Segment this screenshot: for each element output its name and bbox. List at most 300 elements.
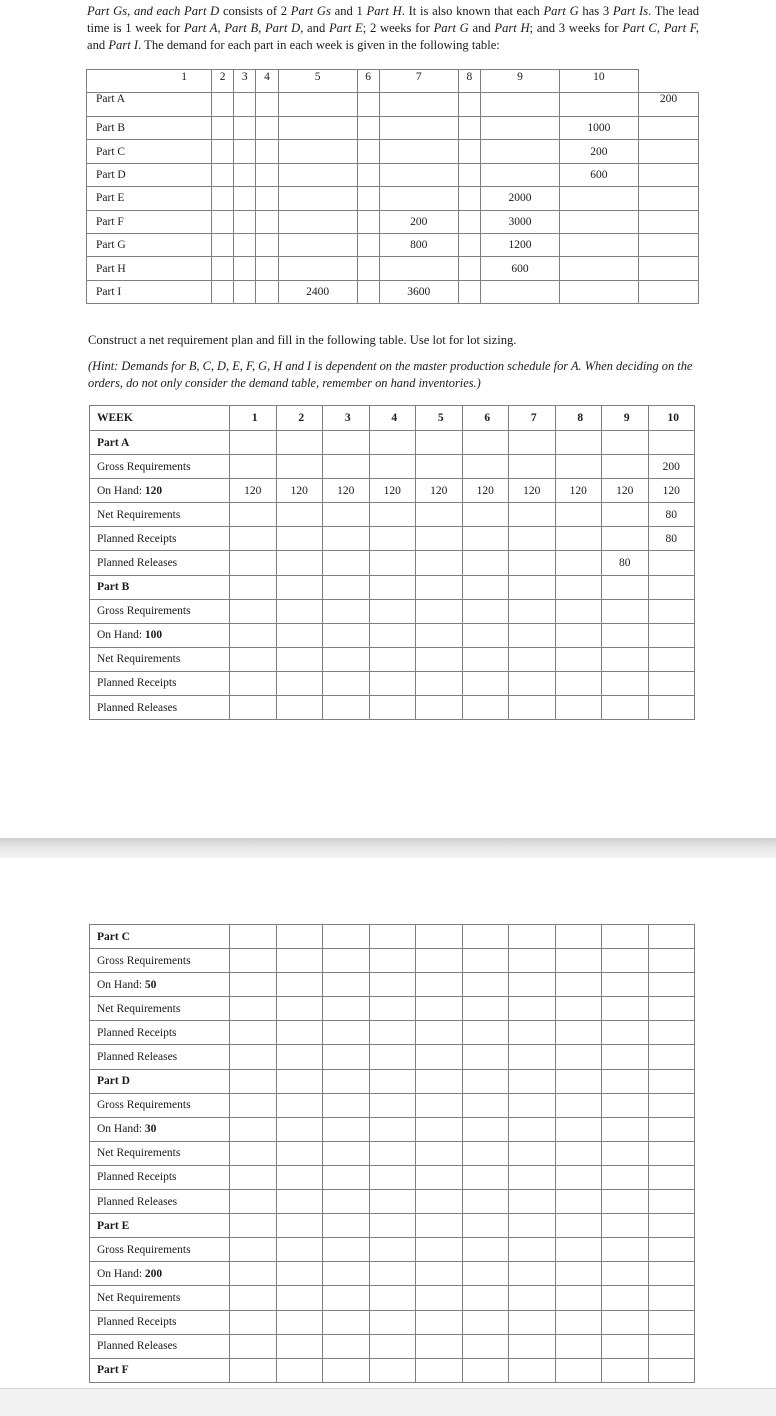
plan-cell[interactable] xyxy=(648,696,695,720)
plan-cell[interactable] xyxy=(555,1069,602,1093)
plan-cell[interactable] xyxy=(648,551,695,575)
plan-cell[interactable] xyxy=(602,1165,649,1189)
plan-cell[interactable] xyxy=(230,1021,277,1045)
plan-cell[interactable] xyxy=(509,599,556,623)
plan-cell[interactable] xyxy=(509,1262,556,1286)
plan-cell[interactable] xyxy=(602,527,649,551)
plan-cell[interactable] xyxy=(230,1286,277,1310)
plan-cell[interactable] xyxy=(648,1021,695,1045)
plan-cell[interactable] xyxy=(648,1165,695,1189)
plan-cell[interactable] xyxy=(462,647,509,671)
plan-cell[interactable] xyxy=(230,997,277,1021)
plan-cell[interactable] xyxy=(648,671,695,695)
plan-cell[interactable] xyxy=(648,949,695,973)
plan-cell[interactable] xyxy=(555,997,602,1021)
plan-cell[interactable] xyxy=(648,1358,695,1382)
plan-cell[interactable] xyxy=(462,1286,509,1310)
plan-cell[interactable] xyxy=(369,925,416,949)
plan-cell[interactable]: 120 xyxy=(369,479,416,503)
plan-cell[interactable] xyxy=(230,575,277,599)
plan-cell[interactable] xyxy=(555,1310,602,1334)
plan-cell[interactable] xyxy=(555,431,602,455)
plan-cell[interactable] xyxy=(276,1165,323,1189)
plan-cell[interactable] xyxy=(509,1141,556,1165)
plan-cell[interactable] xyxy=(648,1286,695,1310)
plan-cell[interactable] xyxy=(416,599,463,623)
plan-cell[interactable] xyxy=(602,455,649,479)
plan-cell[interactable] xyxy=(416,696,463,720)
plan-cell[interactable] xyxy=(230,973,277,997)
plan-cell[interactable] xyxy=(276,1069,323,1093)
plan-cell[interactable] xyxy=(276,647,323,671)
plan-cell[interactable] xyxy=(323,1117,370,1141)
plan-cell[interactable] xyxy=(555,1021,602,1045)
plan-cell[interactable] xyxy=(509,647,556,671)
plan-cell[interactable] xyxy=(648,1214,695,1238)
plan-cell[interactable] xyxy=(462,1069,509,1093)
plan-cell[interactable] xyxy=(369,1238,416,1262)
plan-cell[interactable] xyxy=(555,503,602,527)
plan-cell[interactable] xyxy=(555,1334,602,1358)
plan-cell[interactable] xyxy=(462,1117,509,1141)
plan-cell[interactable] xyxy=(369,1358,416,1382)
plan-cell[interactable] xyxy=(416,1334,463,1358)
plan-cell[interactable] xyxy=(462,503,509,527)
plan-cell[interactable] xyxy=(648,973,695,997)
plan-cell[interactable] xyxy=(555,1358,602,1382)
plan-cell[interactable] xyxy=(555,1141,602,1165)
plan-cell[interactable] xyxy=(602,997,649,1021)
plan-cell[interactable] xyxy=(369,1093,416,1117)
plan-cell[interactable] xyxy=(602,671,649,695)
plan-cell[interactable] xyxy=(276,527,323,551)
plan-cell[interactable] xyxy=(648,1093,695,1117)
plan-cell[interactable] xyxy=(323,1334,370,1358)
plan-cell[interactable] xyxy=(230,949,277,973)
plan-cell[interactable] xyxy=(602,696,649,720)
plan-cell[interactable] xyxy=(323,1286,370,1310)
plan-cell[interactable] xyxy=(602,1286,649,1310)
plan-cell[interactable] xyxy=(276,973,323,997)
plan-cell[interactable] xyxy=(509,503,556,527)
plan-cell[interactable] xyxy=(648,1262,695,1286)
plan-cell[interactable] xyxy=(230,1069,277,1093)
plan-cell[interactable] xyxy=(602,925,649,949)
plan-cell[interactable] xyxy=(416,973,463,997)
plan-cell[interactable] xyxy=(648,575,695,599)
plan-cell[interactable] xyxy=(509,1214,556,1238)
plan-cell[interactable] xyxy=(602,973,649,997)
plan-cell[interactable] xyxy=(230,1334,277,1358)
plan-cell[interactable] xyxy=(555,1045,602,1069)
plan-cell[interactable] xyxy=(323,973,370,997)
plan-cell[interactable] xyxy=(369,997,416,1021)
plan-cell[interactable] xyxy=(648,997,695,1021)
plan-cell[interactable] xyxy=(602,1214,649,1238)
plan-cell[interactable] xyxy=(648,647,695,671)
plan-cell[interactable] xyxy=(276,455,323,479)
plan-cell[interactable] xyxy=(555,551,602,575)
plan-cell[interactable] xyxy=(555,575,602,599)
plan-cell[interactable] xyxy=(323,925,370,949)
plan-cell[interactable] xyxy=(230,1262,277,1286)
plan-cell[interactable] xyxy=(276,623,323,647)
plan-cell[interactable] xyxy=(230,1117,277,1141)
plan-cell[interactable] xyxy=(416,1214,463,1238)
plan-cell[interactable] xyxy=(369,1117,416,1141)
plan-cell[interactable] xyxy=(462,575,509,599)
plan-cell[interactable] xyxy=(276,575,323,599)
plan-cell[interactable] xyxy=(416,1165,463,1189)
plan-cell[interactable] xyxy=(509,1069,556,1093)
plan-cell[interactable] xyxy=(462,1165,509,1189)
plan-cell[interactable] xyxy=(230,431,277,455)
plan-cell[interactable] xyxy=(509,1238,556,1262)
plan-cell[interactable] xyxy=(509,623,556,647)
plan-cell[interactable]: 120 xyxy=(648,479,695,503)
plan-cell[interactable]: 80 xyxy=(602,551,649,575)
plan-cell[interactable] xyxy=(323,1190,370,1214)
plan-cell[interactable] xyxy=(230,1165,277,1189)
plan-cell[interactable] xyxy=(230,1214,277,1238)
plan-cell[interactable] xyxy=(276,1214,323,1238)
plan-cell[interactable] xyxy=(602,1310,649,1334)
plan-cell[interactable] xyxy=(602,623,649,647)
plan-cell[interactable] xyxy=(602,575,649,599)
plan-cell[interactable] xyxy=(369,551,416,575)
plan-cell[interactable] xyxy=(276,431,323,455)
plan-cell[interactable] xyxy=(230,623,277,647)
plan-cell[interactable] xyxy=(462,1214,509,1238)
plan-cell[interactable] xyxy=(602,647,649,671)
plan-cell[interactable] xyxy=(230,1190,277,1214)
plan-cell[interactable] xyxy=(555,1238,602,1262)
plan-cell[interactable] xyxy=(648,1141,695,1165)
plan-cell[interactable] xyxy=(230,1310,277,1334)
plan-cell[interactable] xyxy=(555,1117,602,1141)
plan-cell[interactable] xyxy=(462,949,509,973)
plan-cell[interactable] xyxy=(323,671,370,695)
plan-cell[interactable] xyxy=(416,527,463,551)
plan-cell[interactable] xyxy=(323,1262,370,1286)
plan-cell[interactable] xyxy=(602,599,649,623)
plan-cell[interactable] xyxy=(323,1021,370,1045)
plan-cell[interactable] xyxy=(462,1334,509,1358)
plan-cell[interactable] xyxy=(509,671,556,695)
plan-cell[interactable]: 120 xyxy=(602,479,649,503)
plan-cell[interactable] xyxy=(323,599,370,623)
plan-cell[interactable] xyxy=(602,1262,649,1286)
plan-cell[interactable] xyxy=(369,431,416,455)
plan-cell[interactable] xyxy=(509,925,556,949)
plan-cell[interactable] xyxy=(555,671,602,695)
plan-cell[interactable] xyxy=(462,455,509,479)
plan-cell[interactable] xyxy=(230,1358,277,1382)
plan-cell[interactable] xyxy=(416,997,463,1021)
plan-cell[interactable] xyxy=(555,973,602,997)
plan-cell[interactable] xyxy=(369,1141,416,1165)
plan-cell[interactable] xyxy=(462,1358,509,1382)
plan-cell[interactable]: 120 xyxy=(555,479,602,503)
plan-cell[interactable] xyxy=(323,1093,370,1117)
plan-cell[interactable] xyxy=(230,503,277,527)
plan-cell[interactable] xyxy=(555,949,602,973)
plan-cell[interactable] xyxy=(230,551,277,575)
plan-cell[interactable] xyxy=(509,1093,556,1117)
plan-cell[interactable] xyxy=(602,1334,649,1358)
plan-cell[interactable] xyxy=(509,949,556,973)
plan-cell[interactable] xyxy=(416,1021,463,1045)
plan-cell[interactable] xyxy=(276,925,323,949)
plan-cell[interactable] xyxy=(509,1190,556,1214)
plan-cell[interactable] xyxy=(416,1190,463,1214)
plan-cell[interactable] xyxy=(555,455,602,479)
plan-cell[interactable] xyxy=(276,1358,323,1382)
plan-cell[interactable] xyxy=(369,599,416,623)
plan-cell[interactable] xyxy=(230,925,277,949)
plan-cell[interactable] xyxy=(602,1093,649,1117)
plan-cell[interactable] xyxy=(369,973,416,997)
plan-cell[interactable] xyxy=(555,647,602,671)
plan-cell[interactable] xyxy=(509,455,556,479)
plan-cell[interactable] xyxy=(276,1117,323,1141)
plan-cell[interactable] xyxy=(555,1214,602,1238)
plan-cell[interactable] xyxy=(602,1069,649,1093)
plan-cell[interactable] xyxy=(323,431,370,455)
plan-cell[interactable] xyxy=(230,527,277,551)
plan-cell[interactable] xyxy=(462,1310,509,1334)
plan-cell[interactable]: 120 xyxy=(462,479,509,503)
plan-cell[interactable] xyxy=(602,1190,649,1214)
plan-cell[interactable] xyxy=(416,431,463,455)
plan-cell[interactable] xyxy=(648,1045,695,1069)
plan-cell[interactable] xyxy=(416,1286,463,1310)
plan-cell[interactable] xyxy=(369,696,416,720)
plan-cell[interactable] xyxy=(369,1045,416,1069)
plan-cell[interactable] xyxy=(555,623,602,647)
plan-cell[interactable] xyxy=(230,696,277,720)
plan-cell[interactable] xyxy=(416,551,463,575)
plan-cell[interactable] xyxy=(416,647,463,671)
plan-cell[interactable] xyxy=(369,1069,416,1093)
plan-cell[interactable] xyxy=(462,551,509,575)
plan-cell[interactable] xyxy=(323,696,370,720)
plan-cell[interactable] xyxy=(323,455,370,479)
plan-cell[interactable] xyxy=(230,647,277,671)
plan-cell[interactable] xyxy=(555,1190,602,1214)
plan-cell[interactable] xyxy=(648,623,695,647)
plan-cell[interactable] xyxy=(369,527,416,551)
plan-cell[interactable] xyxy=(323,1358,370,1382)
plan-cell[interactable] xyxy=(509,1117,556,1141)
plan-cell[interactable] xyxy=(416,1238,463,1262)
plan-cell[interactable] xyxy=(416,949,463,973)
plan-cell[interactable] xyxy=(369,1262,416,1286)
plan-cell[interactable] xyxy=(276,599,323,623)
plan-cell[interactable] xyxy=(648,1117,695,1141)
plan-cell[interactable] xyxy=(276,1093,323,1117)
plan-cell[interactable]: 120 xyxy=(323,479,370,503)
plan-cell[interactable] xyxy=(462,1238,509,1262)
plan-cell[interactable] xyxy=(276,1334,323,1358)
plan-cell[interactable] xyxy=(323,1310,370,1334)
plan-cell[interactable] xyxy=(276,696,323,720)
plan-cell[interactable] xyxy=(230,671,277,695)
plan-cell[interactable] xyxy=(369,1165,416,1189)
plan-cell[interactable] xyxy=(555,1093,602,1117)
plan-cell[interactable] xyxy=(462,671,509,695)
plan-cell[interactable] xyxy=(230,599,277,623)
plan-cell[interactable] xyxy=(462,1262,509,1286)
plan-cell[interactable] xyxy=(602,1021,649,1045)
plan-cell[interactable] xyxy=(509,1165,556,1189)
plan-cell[interactable] xyxy=(555,1262,602,1286)
plan-cell[interactable]: 80 xyxy=(648,527,695,551)
plan-cell[interactable] xyxy=(648,925,695,949)
plan-cell[interactable] xyxy=(416,1358,463,1382)
plan-cell[interactable] xyxy=(509,997,556,1021)
plan-cell[interactable] xyxy=(416,455,463,479)
plan-cell[interactable] xyxy=(462,599,509,623)
plan-cell[interactable] xyxy=(462,1045,509,1069)
plan-cell[interactable] xyxy=(276,1262,323,1286)
plan-cell[interactable] xyxy=(462,1190,509,1214)
plan-cell[interactable] xyxy=(323,503,370,527)
plan-cell[interactable] xyxy=(276,503,323,527)
plan-cell[interactable] xyxy=(509,551,556,575)
plan-cell[interactable] xyxy=(323,1141,370,1165)
plan-cell[interactable]: 80 xyxy=(648,503,695,527)
plan-cell[interactable] xyxy=(416,1093,463,1117)
plan-cell[interactable] xyxy=(416,1045,463,1069)
plan-cell[interactable] xyxy=(555,1286,602,1310)
plan-cell[interactable] xyxy=(230,1045,277,1069)
plan-cell[interactable] xyxy=(509,1334,556,1358)
plan-cell[interactable] xyxy=(462,973,509,997)
plan-cell[interactable] xyxy=(276,551,323,575)
plan-cell[interactable] xyxy=(369,1190,416,1214)
plan-cell[interactable] xyxy=(369,455,416,479)
plan-cell[interactable] xyxy=(462,527,509,551)
plan-cell[interactable] xyxy=(323,997,370,1021)
plan-cell[interactable] xyxy=(509,1045,556,1069)
plan-cell[interactable] xyxy=(509,575,556,599)
plan-cell[interactable] xyxy=(555,527,602,551)
plan-cell[interactable] xyxy=(276,949,323,973)
plan-cell[interactable] xyxy=(416,1069,463,1093)
plan-cell[interactable] xyxy=(276,1310,323,1334)
plan-cell[interactable] xyxy=(369,1286,416,1310)
plan-cell[interactable] xyxy=(509,1021,556,1045)
plan-cell[interactable] xyxy=(555,599,602,623)
plan-cell[interactable]: 120 xyxy=(230,479,277,503)
plan-cell[interactable] xyxy=(416,671,463,695)
plan-cell[interactable] xyxy=(509,973,556,997)
plan-cell[interactable] xyxy=(648,1310,695,1334)
plan-cell[interactable] xyxy=(323,551,370,575)
plan-cell[interactable] xyxy=(509,431,556,455)
plan-cell[interactable] xyxy=(462,1141,509,1165)
plan-cell[interactable] xyxy=(462,696,509,720)
plan-cell[interactable] xyxy=(276,671,323,695)
plan-cell[interactable] xyxy=(276,1021,323,1045)
plan-cell[interactable] xyxy=(230,1238,277,1262)
plan-cell[interactable] xyxy=(462,431,509,455)
plan-cell[interactable] xyxy=(602,1238,649,1262)
plan-cell[interactable] xyxy=(462,623,509,647)
plan-cell[interactable] xyxy=(323,1165,370,1189)
plan-cell[interactable]: 120 xyxy=(416,479,463,503)
plan-cell[interactable] xyxy=(416,925,463,949)
plan-cell[interactable] xyxy=(462,1021,509,1045)
plan-cell[interactable] xyxy=(648,1334,695,1358)
plan-cell[interactable] xyxy=(323,527,370,551)
plan-cell[interactable] xyxy=(462,925,509,949)
plan-cell[interactable] xyxy=(276,1190,323,1214)
plan-cell[interactable] xyxy=(462,997,509,1021)
plan-cell[interactable] xyxy=(369,1214,416,1238)
plan-cell[interactable] xyxy=(416,1310,463,1334)
plan-cell[interactable] xyxy=(369,575,416,599)
plan-cell[interactable] xyxy=(602,949,649,973)
plan-cell[interactable] xyxy=(230,455,277,479)
plan-cell[interactable] xyxy=(602,1117,649,1141)
plan-cell[interactable] xyxy=(555,925,602,949)
plan-cell[interactable] xyxy=(323,647,370,671)
plan-cell[interactable] xyxy=(648,1238,695,1262)
plan-cell[interactable] xyxy=(602,1358,649,1382)
plan-cell[interactable] xyxy=(416,1141,463,1165)
plan-cell[interactable] xyxy=(369,503,416,527)
plan-cell[interactable] xyxy=(276,1141,323,1165)
plan-cell[interactable] xyxy=(555,1165,602,1189)
plan-cell[interactable] xyxy=(416,503,463,527)
plan-cell[interactable] xyxy=(509,1286,556,1310)
plan-cell[interactable] xyxy=(369,1334,416,1358)
plan-cell[interactable] xyxy=(323,575,370,599)
plan-cell[interactable] xyxy=(323,1214,370,1238)
plan-cell[interactable] xyxy=(648,599,695,623)
plan-cell[interactable]: 200 xyxy=(648,455,695,479)
plan-cell[interactable] xyxy=(323,1238,370,1262)
plan-cell[interactable] xyxy=(509,1310,556,1334)
plan-cell[interactable] xyxy=(648,1190,695,1214)
plan-cell[interactable] xyxy=(369,671,416,695)
plan-cell[interactable] xyxy=(648,431,695,455)
plan-cell[interactable] xyxy=(369,1310,416,1334)
plan-cell[interactable] xyxy=(555,696,602,720)
plan-cell[interactable] xyxy=(602,1045,649,1069)
plan-cell[interactable] xyxy=(416,575,463,599)
plan-cell[interactable]: 120 xyxy=(276,479,323,503)
plan-cell[interactable] xyxy=(416,623,463,647)
plan-cell[interactable]: 120 xyxy=(509,479,556,503)
plan-cell[interactable] xyxy=(416,1117,463,1141)
plan-cell[interactable] xyxy=(323,949,370,973)
plan-cell[interactable] xyxy=(230,1093,277,1117)
plan-cell[interactable] xyxy=(509,527,556,551)
plan-cell[interactable] xyxy=(602,431,649,455)
plan-cell[interactable] xyxy=(369,647,416,671)
plan-cell[interactable] xyxy=(276,1238,323,1262)
plan-cell[interactable] xyxy=(648,1069,695,1093)
plan-cell[interactable] xyxy=(323,1069,370,1093)
plan-cell[interactable] xyxy=(323,623,370,647)
plan-cell[interactable] xyxy=(276,1045,323,1069)
plan-cell[interactable] xyxy=(369,949,416,973)
plan-cell[interactable] xyxy=(323,1045,370,1069)
plan-cell[interactable] xyxy=(369,1021,416,1045)
